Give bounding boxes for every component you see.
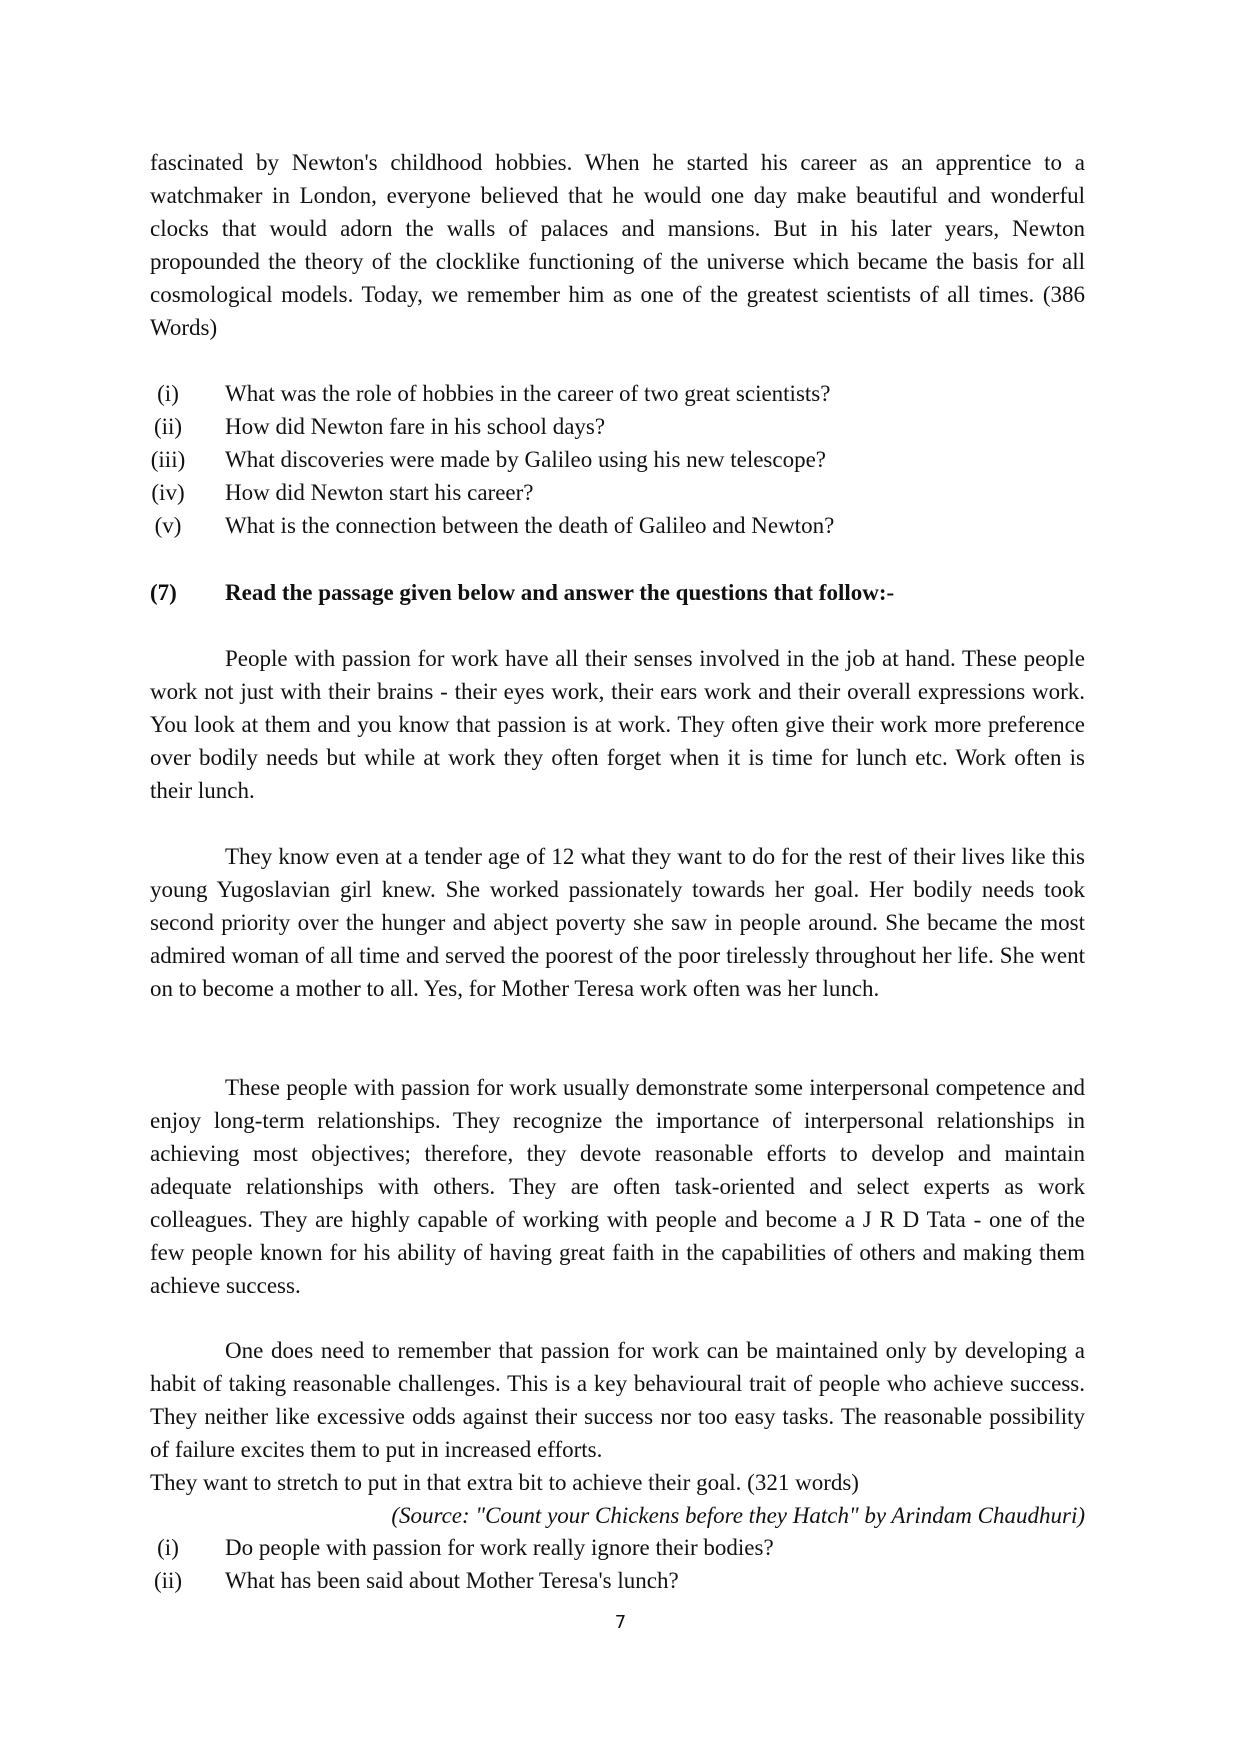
question-item <box>150 377 1085 410</box>
page-number: 7 <box>614 1612 627 1633</box>
question-number: (v) <box>154 513 182 538</box>
passage-7-paragraph-4 <box>150 1334 1085 1532</box>
question-text: What discoveries were made by Galileo using his new telescope? <box>225 447 826 472</box>
question-number: (i) <box>157 381 179 406</box>
question-list-7 <box>150 1531 1085 1597</box>
question-list-6 <box>150 377 1085 542</box>
closing-line: They want to stretch to put in that extra bit to achieve their goal. (321 words) <box>150 1470 859 1495</box>
question-text: How did Newton fare in his school days? <box>225 414 606 439</box>
question-item <box>150 443 1085 476</box>
section-7-heading <box>150 576 1085 609</box>
question-number: (i) <box>157 1535 179 1560</box>
question-item <box>150 1531 1085 1564</box>
section-number: (7) <box>150 580 177 605</box>
question-text: What has been said about Mother Teresa's lunch? <box>225 1568 679 1593</box>
passage-7-paragraph-3 <box>150 1071 1085 1302</box>
source-citation: (Source: "Count your Chickens before they Hatch" by Arindam Chaudhuri) <box>391 1503 1085 1528</box>
questions-6 <box>150 377 1085 542</box>
question-number: (iii) <box>150 447 186 472</box>
question-number: (ii) <box>153 1568 183 1593</box>
questions-7 <box>150 1531 1085 1597</box>
question-text: How did Newton start his career? <box>225 480 534 505</box>
question-item <box>150 476 1085 509</box>
passage-6-end <box>150 146 1085 344</box>
passage-7-paragraph-2 <box>150 840 1085 1005</box>
passage-6-paragraph: fascinated by Newton's childhood hobbies. When he started his career as an apprentice to a watchmaker in London, everyone believed that he would one day make beautiful and wonderful clocks that would adorn the walls of palaces and mansions. But in his later years, Newton propounded the theory of the clocklike functioning of the universe which became the basis for all cosmological models. Today, we remember him as one of the greatest scientists of all times. (386 Words) <box>150 150 1085 340</box>
question-number: (ii) <box>153 414 183 439</box>
question-item <box>150 509 1085 542</box>
question-item <box>150 1564 1085 1597</box>
passage-7-paragraph-1 <box>150 642 1085 807</box>
question-item <box>150 410 1085 443</box>
question-text: What is the connection between the death of Galileo and Newton? <box>225 513 835 538</box>
question-text: Do people with passion for work really ignore their bodies? <box>225 1535 774 1560</box>
paragraph: These people with passion for work usually demonstrate some interpersonal competence and enjoy long-term relationships. They recognize the importance of interpersonal relationships in achieving most objectives; therefore, they devote reasonable efforts to develop and maintain adequate relationships with others. They are often task-oriented and select experts as work colleagues. They are highly capable of working with people and become a J R D Tata - one of the few people known for his ability of having great faith in the capabilities of others and making them achieve success. <box>150 1075 1085 1298</box>
question-number: (iv) <box>151 480 185 505</box>
question-text: What was the role of hobbies in the career of two great scientists? <box>225 381 831 406</box>
paragraph: One does need to remember that passion for work can be maintained only by developing a habit of taking reasonable challenges. This is a key behavioural trait of people who achieve success. They neither like excessive odds against their success nor too easy tasks. The reasonable possibility of failure excites them to put in increased efforts. <box>150 1338 1085 1462</box>
section-heading <box>150 576 1085 609</box>
paragraph: They know even at a tender age of 12 what they want to do for the rest of their lives like this young Yugoslavian girl knew. She worked passionately towards her goal. Her bodily needs took second priority over the hunger and abject poverty she saw in people around. She became the most admired woman of all time and served the poorest of the poor tirelessly throughout her life. She went on to become a mother to all. Yes, for Mother Teresa work often was her lunch. <box>150 844 1085 1001</box>
section-heading-text: Read the passage given below and answer the questions that follow:- <box>225 580 895 605</box>
paragraph: People with passion for work have all their senses involved in the job at hand. These people work not just with their brains - their eyes work, their ears work and their overall expressions work. You look at them and you know that passion is at work. They often give their work more preference over bodily needs but while at work they often forget when it is time for lunch etc. Work often is their lunch. <box>150 646 1085 803</box>
